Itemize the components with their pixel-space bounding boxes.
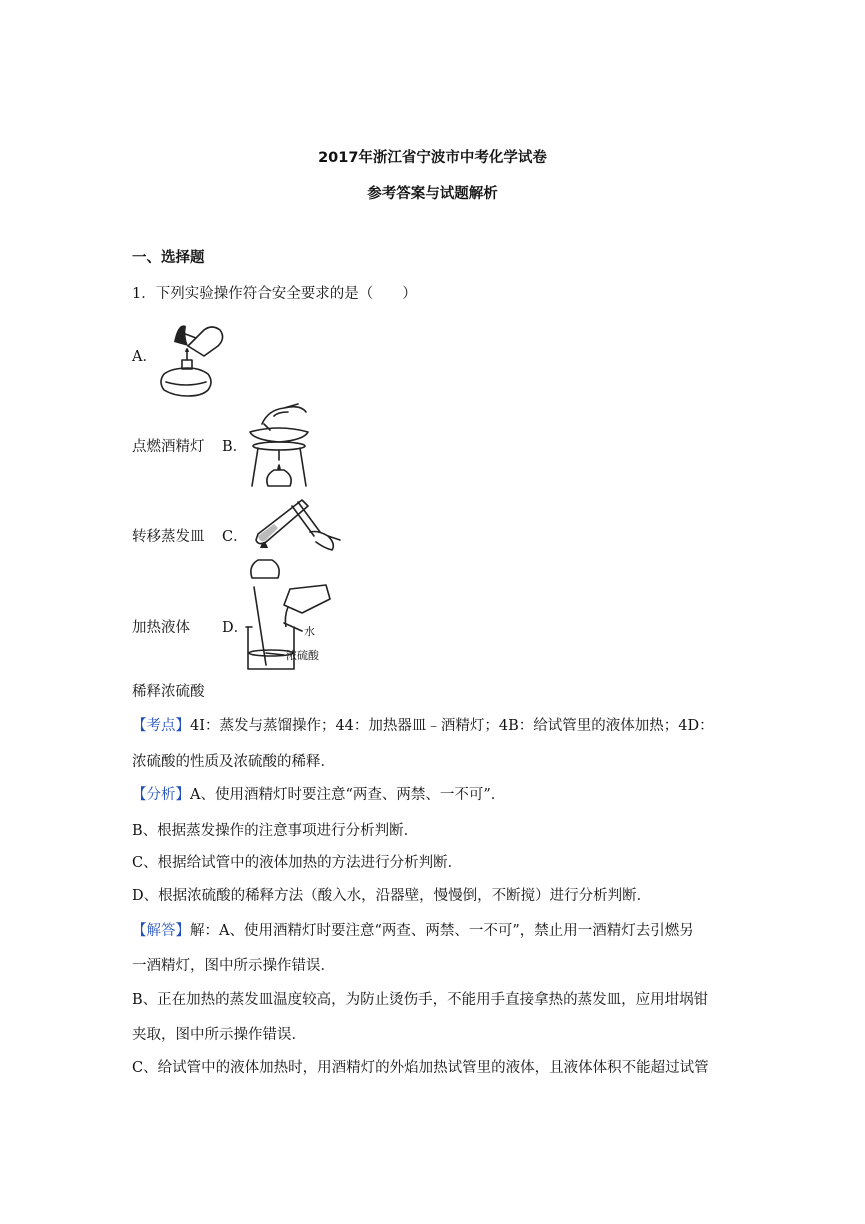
figure-label-acid: 浓硫酸 xyxy=(286,649,319,662)
section-title: 一、选择题 xyxy=(132,250,205,266)
option-a-letter: A． xyxy=(132,349,157,365)
fenxi-line-2: B、根据蒸发操作的注意事项进行分析判断． xyxy=(132,823,419,839)
fenxi-tag: 【分析】 xyxy=(132,787,190,803)
option-c-letter: C． xyxy=(222,529,248,545)
document-subtitle: 参考答案与试题解析 xyxy=(367,186,498,202)
option-b-letter: B． xyxy=(222,439,248,455)
kaodian-paragraph xyxy=(132,716,714,736)
option-d-caption: 稀释浓硫酸 xyxy=(132,684,205,700)
dilution-beaker-icon xyxy=(244,583,344,673)
kaodian-line-2: 浓硫酸的性质及浓硫酸的稀释． xyxy=(132,754,335,770)
document-title: 2017年浙江省宁波市中考化学试卷 xyxy=(318,150,547,166)
jieda-paragraph xyxy=(132,921,694,941)
kaodian-tag: 【考点】 xyxy=(132,718,190,734)
test-tube-heating-icon xyxy=(244,492,344,580)
evaporating-dish-icon xyxy=(244,402,314,490)
option-a-caption: 点燃酒精灯 xyxy=(132,439,205,455)
fenxi-line-3: C、根据给试管中的液体加热的方法进行分析判断． xyxy=(132,855,463,871)
option-b-caption: 转移蒸发皿 xyxy=(132,529,205,545)
figure-label-water: 水 xyxy=(304,625,315,638)
jieda-tag: 【解答】 xyxy=(132,923,190,939)
jieda-line-5: C、给试管中的液体加热时，用酒精灯的外焰加热试管里的液体，且液体体积不能超过试管 xyxy=(132,1060,709,1076)
kaodian-line-1: 4I：蒸发与蒸馏操作；44：加热器皿﹣酒精灯；4B：给试管里的液体加热；4D： xyxy=(190,718,714,734)
jieda-line-2: 一酒精灯，图中所示操作错误． xyxy=(132,958,335,974)
fenxi-line-1: A、使用酒精灯时要注意“两查、两禁、一不可”． xyxy=(190,787,506,803)
option-d-letter: D． xyxy=(222,620,249,636)
fenxi-paragraph xyxy=(132,785,505,805)
jieda-line-4: 夹取，图中所示操作错误． xyxy=(132,1027,306,1043)
jieda-line-1: 解：A、使用酒精灯时要注意“两查、两禁、一不可”，禁止用一酒精灯去引燃另 xyxy=(190,923,694,939)
question-stem: 1．下列实验操作符合安全要求的是（ ） xyxy=(132,286,417,302)
alcohol-lamp-lighting-icon xyxy=(152,316,232,398)
fenxi-line-4: D、根据浓硫酸的稀释方法（酸入水，沿器壁，慢慢倒，不断搅）进行分析判断． xyxy=(132,888,652,904)
option-c-caption: 加热液体 xyxy=(132,620,190,636)
jieda-line-3: B、正在加热的蒸发皿温度较高，为防止烫伤手，不能用手直接拿热的蒸发皿，应用坩埚钳 xyxy=(132,992,709,1008)
